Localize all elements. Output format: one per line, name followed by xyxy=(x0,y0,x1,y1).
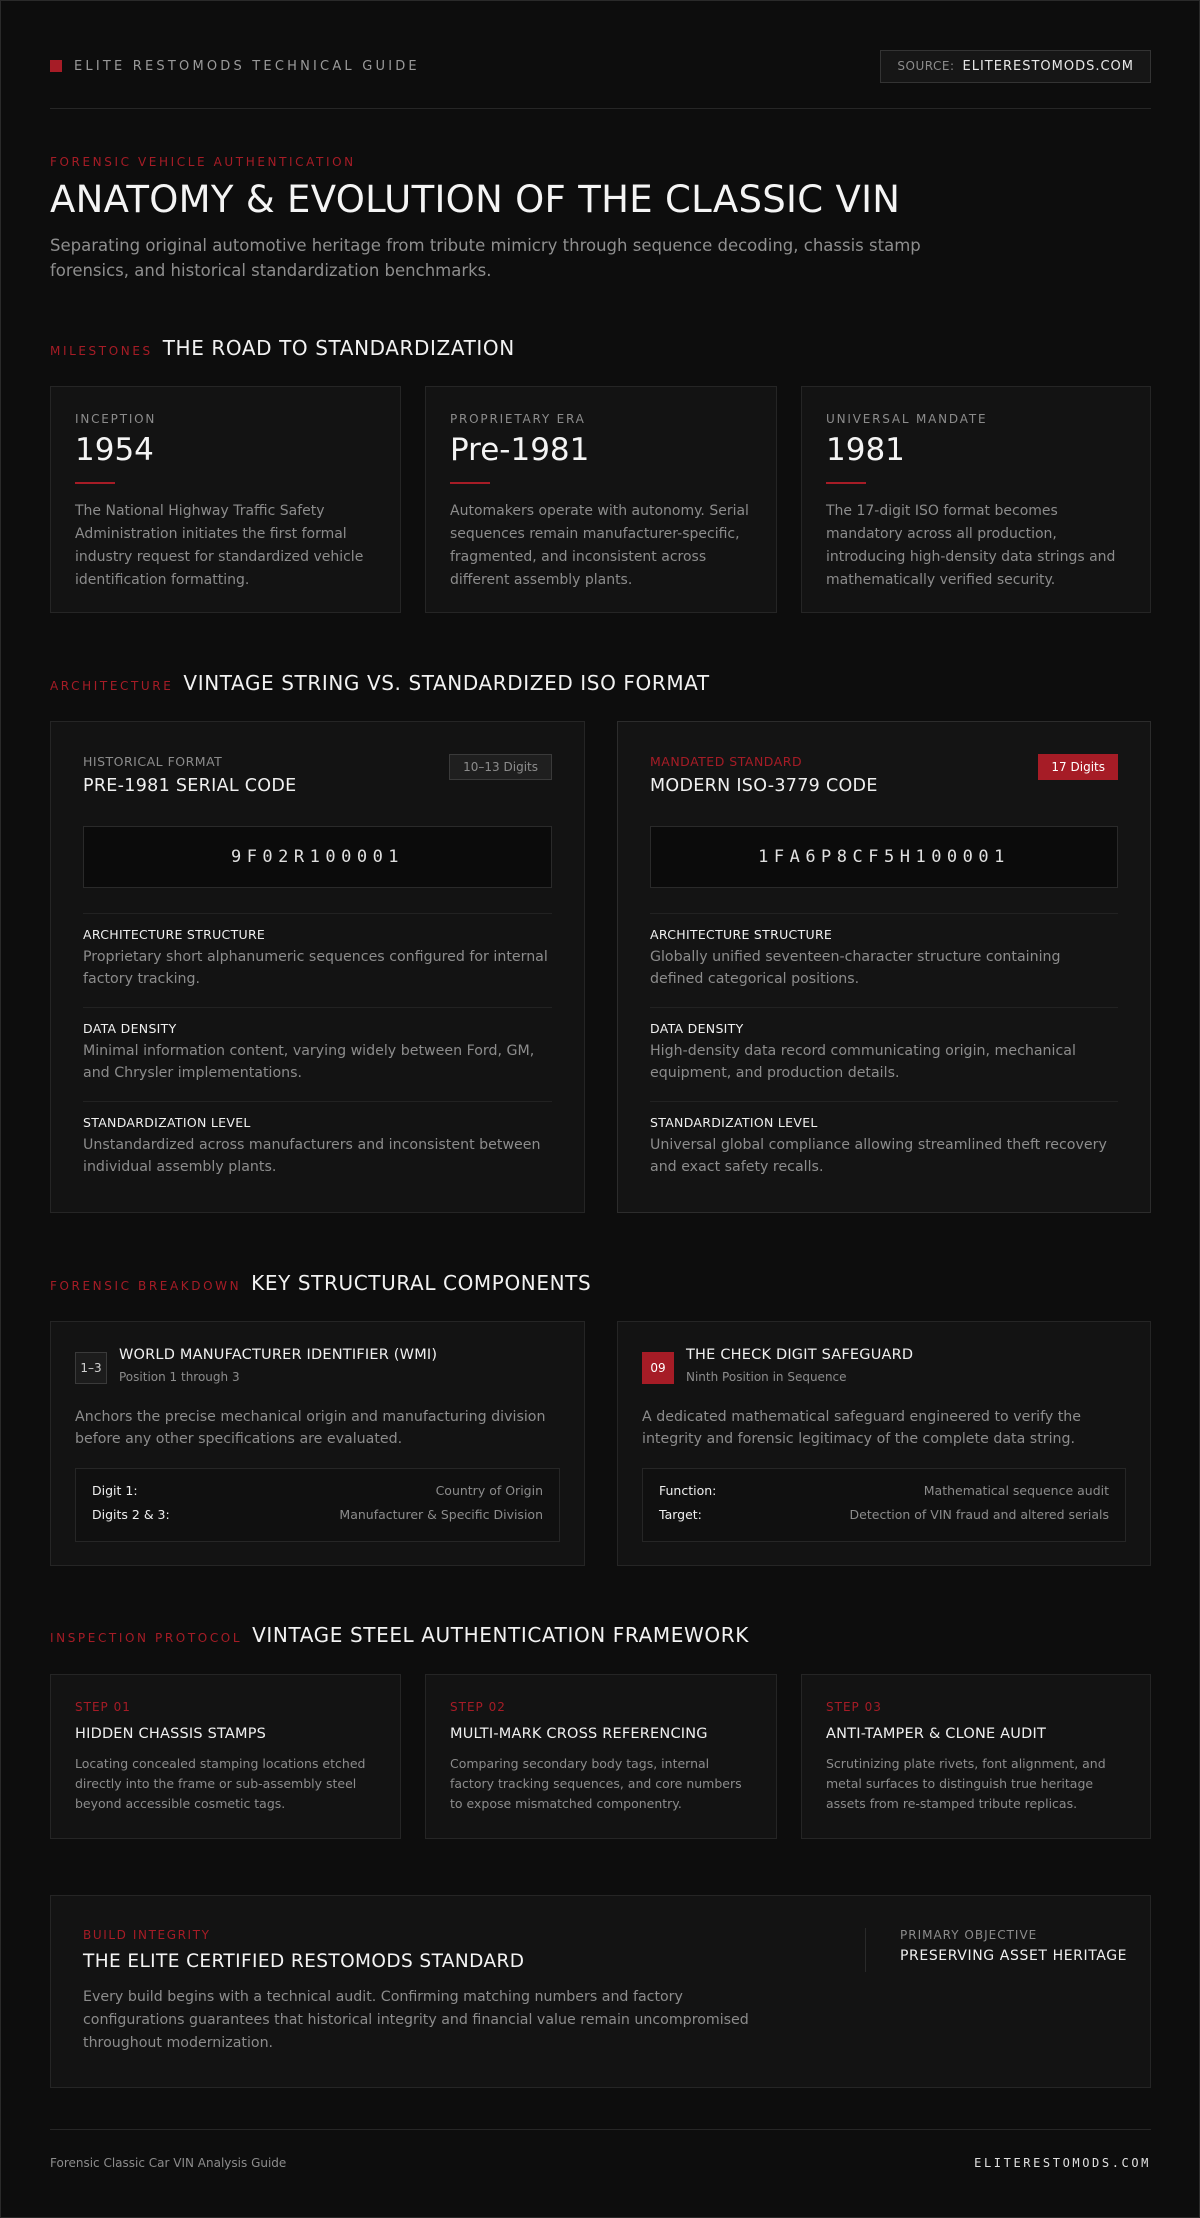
section-title: VINTAGE STEEL AUTHENTICATION FRAMEWORK xyxy=(252,1623,749,1647)
step-description: Comparing secondary body tags, internal factory tracking sequences, and core numbers to expose mismatched componentry. xyxy=(450,1756,742,1811)
source-label: SOURCE: xyxy=(897,59,955,73)
footer-divider xyxy=(50,2129,1151,2130)
digits-badge: 10–13 Digits xyxy=(449,754,552,780)
format-title: MODERN ISO-3779 CODE xyxy=(650,776,878,796)
detail-row xyxy=(659,1479,1109,1503)
top-bar xyxy=(50,49,1151,83)
section-tag: FORENSIC BREAKDOWN xyxy=(50,1279,242,1293)
milestone-year: Pre-1981 xyxy=(450,432,590,468)
component-card-wmi xyxy=(50,1321,585,1566)
milestone-accent-bar xyxy=(75,482,115,484)
vin-format-card-historical xyxy=(50,721,585,1213)
step-title: ANTI-TAMPER & CLONE AUDIT xyxy=(826,1726,1047,1742)
detail-key: Digit 1: xyxy=(92,1483,138,1498)
attribute-heading: ARCHITECTURE STRUCTURE xyxy=(650,927,833,942)
footer-caption: Forensic Classic Car VIN Analysis Guide xyxy=(50,2156,287,2170)
attribute-text: Globally unified seventeen-character structure containing defined categorical positions. xyxy=(650,949,1061,987)
attribute-heading: DATA DENSITY xyxy=(83,1021,177,1036)
vin-code-sample: 9F02R100001 xyxy=(83,826,552,888)
header-divider xyxy=(50,108,1151,109)
component-subtitle: Position 1 through 3 xyxy=(119,1370,240,1384)
format-attribute xyxy=(650,1007,1118,1084)
protocol-step-card xyxy=(425,1674,777,1839)
attribute-heading: DATA DENSITY xyxy=(650,1021,744,1036)
section-tag: MILESTONES xyxy=(50,344,153,358)
digits-badge: 17 Digits xyxy=(1038,754,1118,780)
milestone-card xyxy=(425,386,777,613)
milestone-label: PROPRIETARY ERA xyxy=(450,412,586,426)
brand-square-icon xyxy=(50,60,62,72)
component-text: A dedicated mathematical safeguard engineered to verify the integrity and forensic legitimacy of the complete data string. xyxy=(642,1409,1082,1447)
vin-format-card-modern xyxy=(617,721,1151,1213)
format-attribute xyxy=(83,1007,552,1084)
milestone-year: 1981 xyxy=(826,432,905,468)
milestone-year: 1954 xyxy=(75,432,154,468)
step-title: HIDDEN CHASSIS STAMPS xyxy=(75,1726,267,1742)
page-subtitle: Separating original automotive heritage from tribute mimicry through sequence decoding, chassis stamp forensics, and historical standardization benchmarks. xyxy=(50,236,921,280)
integrity-title: THE ELITE CERTIFIED RESTOMODS STANDARD xyxy=(83,1951,525,1972)
milestone-accent-bar xyxy=(826,482,866,484)
vin-code-sample: 1FA6P8CF5H100001 xyxy=(650,826,1118,888)
detail-value: Mathematical sequence audit xyxy=(923,1483,1109,1498)
page-title: ANATOMY & EVOLUTION OF THE CLASSIC VIN xyxy=(50,178,901,221)
milestone-card xyxy=(801,386,1151,613)
detail-key: Function: xyxy=(659,1483,717,1498)
objective-label: PRIMARY OBJECTIVE xyxy=(900,1928,1038,1942)
step-description: Locating concealed stamping locations etched directly into the frame or sub-assembly steel beyond accessible cosmetic tags. xyxy=(75,1756,366,1811)
component-card-check-digit xyxy=(617,1321,1151,1566)
attribute-text: Minimal information content, varying widely between Ford, GM, and Chrysler implementations. xyxy=(83,1043,535,1081)
step-number: STEP 03 xyxy=(826,1700,882,1714)
source-link[interactable] xyxy=(880,50,1151,83)
objective-value: PRESERVING ASSET HERITAGE xyxy=(900,1948,1128,1964)
footer-site-link[interactable]: ELITERESTOMODS.COM xyxy=(974,2156,1151,2170)
protocol-heading xyxy=(50,1623,1151,1647)
milestones-heading xyxy=(50,336,1151,360)
detail-row xyxy=(659,1503,1109,1527)
component-detail-table xyxy=(75,1468,560,1542)
component-title: WORLD MANUFACTURER IDENTIFIER (WMI) xyxy=(119,1347,438,1363)
attribute-heading: ARCHITECTURE STRUCTURE xyxy=(83,927,266,942)
components-heading xyxy=(50,1271,1151,1295)
primary-objective xyxy=(865,1928,1127,1972)
attribute-heading: STANDARDIZATION LEVEL xyxy=(650,1115,818,1130)
brand-title: ELITE RESTOMODS TECHNICAL GUIDE xyxy=(74,58,420,74)
section-title: THE ROAD TO STANDARDIZATION xyxy=(162,336,515,360)
attribute-heading: STANDARDIZATION LEVEL xyxy=(83,1115,251,1130)
step-description: Scrutinizing plate rivets, font alignment, and metal surfaces to distinguish true heritage assets from re-stamped tribute replicas. xyxy=(826,1756,1106,1811)
format-attribute xyxy=(83,1101,552,1178)
format-title: PRE-1981 SERIAL CODE xyxy=(83,776,297,796)
milestone-text: The National Highway Traffic Safety Administration initiates the first formal industry request for standardized vehicle identification formatting. xyxy=(75,503,364,588)
component-text: Anchors the precise mechanical origin and manufacturing division before any other specifications are evaluated. xyxy=(75,1409,546,1447)
attribute-text: Universal global compliance allowing streamlined theft recovery and exact safety recalls. xyxy=(650,1137,1107,1175)
milestone-card xyxy=(50,386,401,613)
component-detail-table xyxy=(642,1468,1126,1542)
detail-value: Manufacturer & Specific Division xyxy=(339,1507,543,1522)
format-attribute xyxy=(650,1101,1118,1178)
detail-key: Target: xyxy=(659,1507,702,1522)
hero-eyebrow: FORENSIC VEHICLE AUTHENTICATION xyxy=(50,155,356,169)
milestone-text: The 17-digit ISO format becomes mandatory across all production, introducing high-density data strings and mathematically verified security. xyxy=(826,503,1116,588)
brand xyxy=(50,59,420,74)
attribute-text: Unstandardized across manufacturers and inconsistent between individual assembly plants. xyxy=(83,1137,541,1175)
protocol-step-card xyxy=(50,1674,401,1839)
footer xyxy=(50,2153,1151,2173)
detail-key: Digits 2 & 3: xyxy=(92,1507,170,1522)
position-range-icon: 1–3 xyxy=(75,1352,107,1384)
attribute-text: High-density data record communicating origin, mechanical equipment, and production details. xyxy=(650,1043,1076,1081)
integrity-text: Every build begins with a technical audit. Confirming matching numbers and factory configurations guarantees that historical integrity and financial value remain uncompromised throughout modernization. xyxy=(83,1989,749,2051)
format-kicker: HISTORICAL FORMAT xyxy=(83,754,223,769)
milestone-label: INCEPTION xyxy=(75,412,157,426)
section-tag: ARCHITECTURE xyxy=(50,679,174,693)
section-title: KEY STRUCTURAL COMPONENTS xyxy=(251,1271,592,1295)
detail-value: Country of Origin xyxy=(435,1483,543,1498)
source-value: ELITERESTOMODS.COM xyxy=(962,58,1134,74)
step-title: MULTI-MARK CROSS REFERENCING xyxy=(450,1726,708,1742)
step-number: STEP 02 xyxy=(450,1700,506,1714)
milestone-accent-bar xyxy=(450,482,490,484)
step-number: STEP 01 xyxy=(75,1700,131,1714)
section-tag: INSPECTION PROTOCOL xyxy=(50,1631,243,1645)
integrity-kicker: BUILD INTEGRITY xyxy=(83,1928,211,1942)
detail-row xyxy=(92,1503,543,1527)
architecture-heading xyxy=(50,671,1151,695)
detail-value: Detection of VIN fraud and altered serials xyxy=(849,1507,1109,1522)
milestone-label: UNIVERSAL MANDATE xyxy=(826,412,988,426)
section-title: VINTAGE STRING VS. STANDARDIZED ISO FORMAT xyxy=(183,671,710,695)
format-kicker: MANDATED STANDARD xyxy=(650,754,803,769)
format-attribute xyxy=(83,913,552,990)
protocol-step-card xyxy=(801,1674,1151,1839)
hero xyxy=(50,155,1151,283)
attribute-text: Proprietary short alphanumeric sequences configured for internal factory tracking. xyxy=(83,949,548,987)
detail-row xyxy=(92,1479,543,1503)
position-number-icon: 09 xyxy=(642,1352,674,1384)
milestone-text: Automakers operate with autonomy. Serial sequences remain manufacturer-specific, fragmented, and inconsistent across different assembly plants. xyxy=(450,503,749,588)
format-attribute xyxy=(650,913,1118,990)
component-subtitle: Ninth Position in Sequence xyxy=(686,1370,847,1384)
build-integrity-panel xyxy=(50,1895,1151,2088)
component-title: THE CHECK DIGIT SAFEGUARD xyxy=(686,1347,914,1363)
